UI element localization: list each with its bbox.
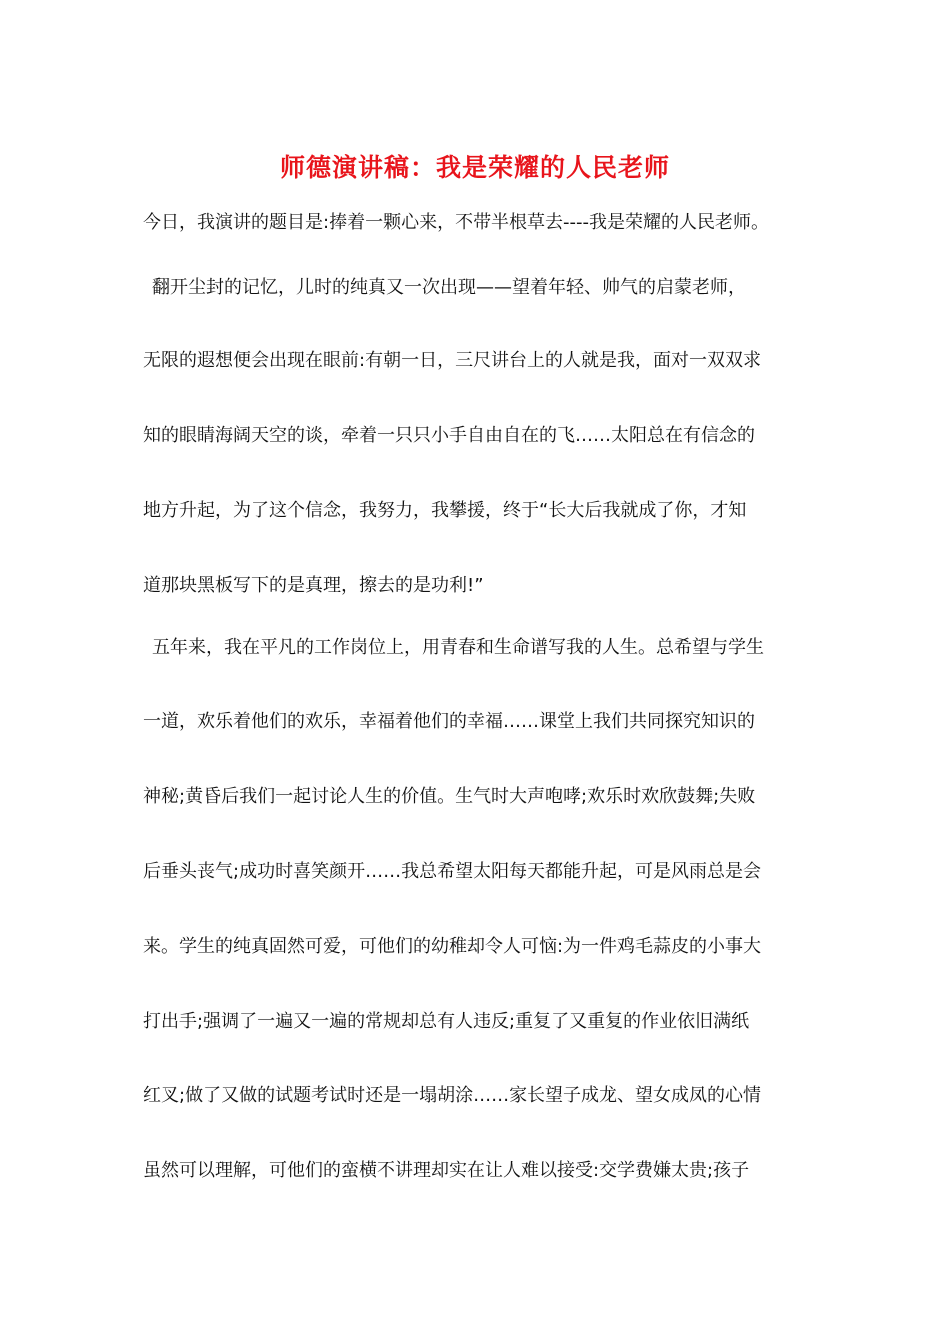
paragraph-line: 打出手;强调了一遍又一遍的常规却总有人违反;重复了又重复的作业依旧满纸 [143,1011,750,1032]
paragraph-line: 道那块黑板写下的是真理，擦去的是功利!” [143,575,484,596]
paragraph-line: 红叉;做了又做的试题考试时还是一塌胡涂……家长望子成龙、望女成凤的心情 [143,1085,762,1106]
paragraph-line: 翻开尘封的记忆，儿时的纯真又一次出现——望着年轻、帅气的启蒙老师， [152,277,746,298]
paragraph-line: 一道，欢乐着他们的欢乐，幸福着他们的幸福……课堂上我们共同探究知识的 [143,711,755,732]
paragraph-line: 今日，我演讲的题目是:捧着一颗心来，不带半根草去----我是荣耀的人民老师。 [143,212,770,233]
paragraph-line: 虽然可以理解，可他们的蛮横不讲理却实在让人难以接受:交学费嫌太贵;孩子 [143,1160,750,1181]
paragraph-line: 来。学生的纯真固然可爱，可他们的幼稚却令人可恼:为一件鸡毛蒜皮的小事大 [143,936,762,957]
paragraph-line: 神秘;黄昏后我们一起讨论人生的价值。生气时大声咆哮;欢乐时欢欣鼓舞;失败 [143,786,756,807]
paragraph-line: 知的眼睛海阔天空的谈，牵着一只只小手自由自在的飞……太阳总在有信念的 [143,425,755,446]
paragraph-line: 后垂头丧气;成功时喜笑颜开……我总希望太阳每天都能升起，可是风雨总是会 [143,861,762,882]
paragraph-line: 地方升起，为了这个信念，我努力，我攀援，终于“长大后我就成了你，才知 [143,500,747,521]
document-title: 师德演讲稿：我是荣耀的人民老师 [279,153,670,182]
paragraph-line: 无限的遐想便会出现在眼前:有朝一日，三尺讲台上的人就是我，面对一双双求 [143,350,762,371]
paragraph-line: 五年来，我在平凡的工作岗位上，用青春和生命谱写我的人生。总希望与学生 [152,637,764,658]
